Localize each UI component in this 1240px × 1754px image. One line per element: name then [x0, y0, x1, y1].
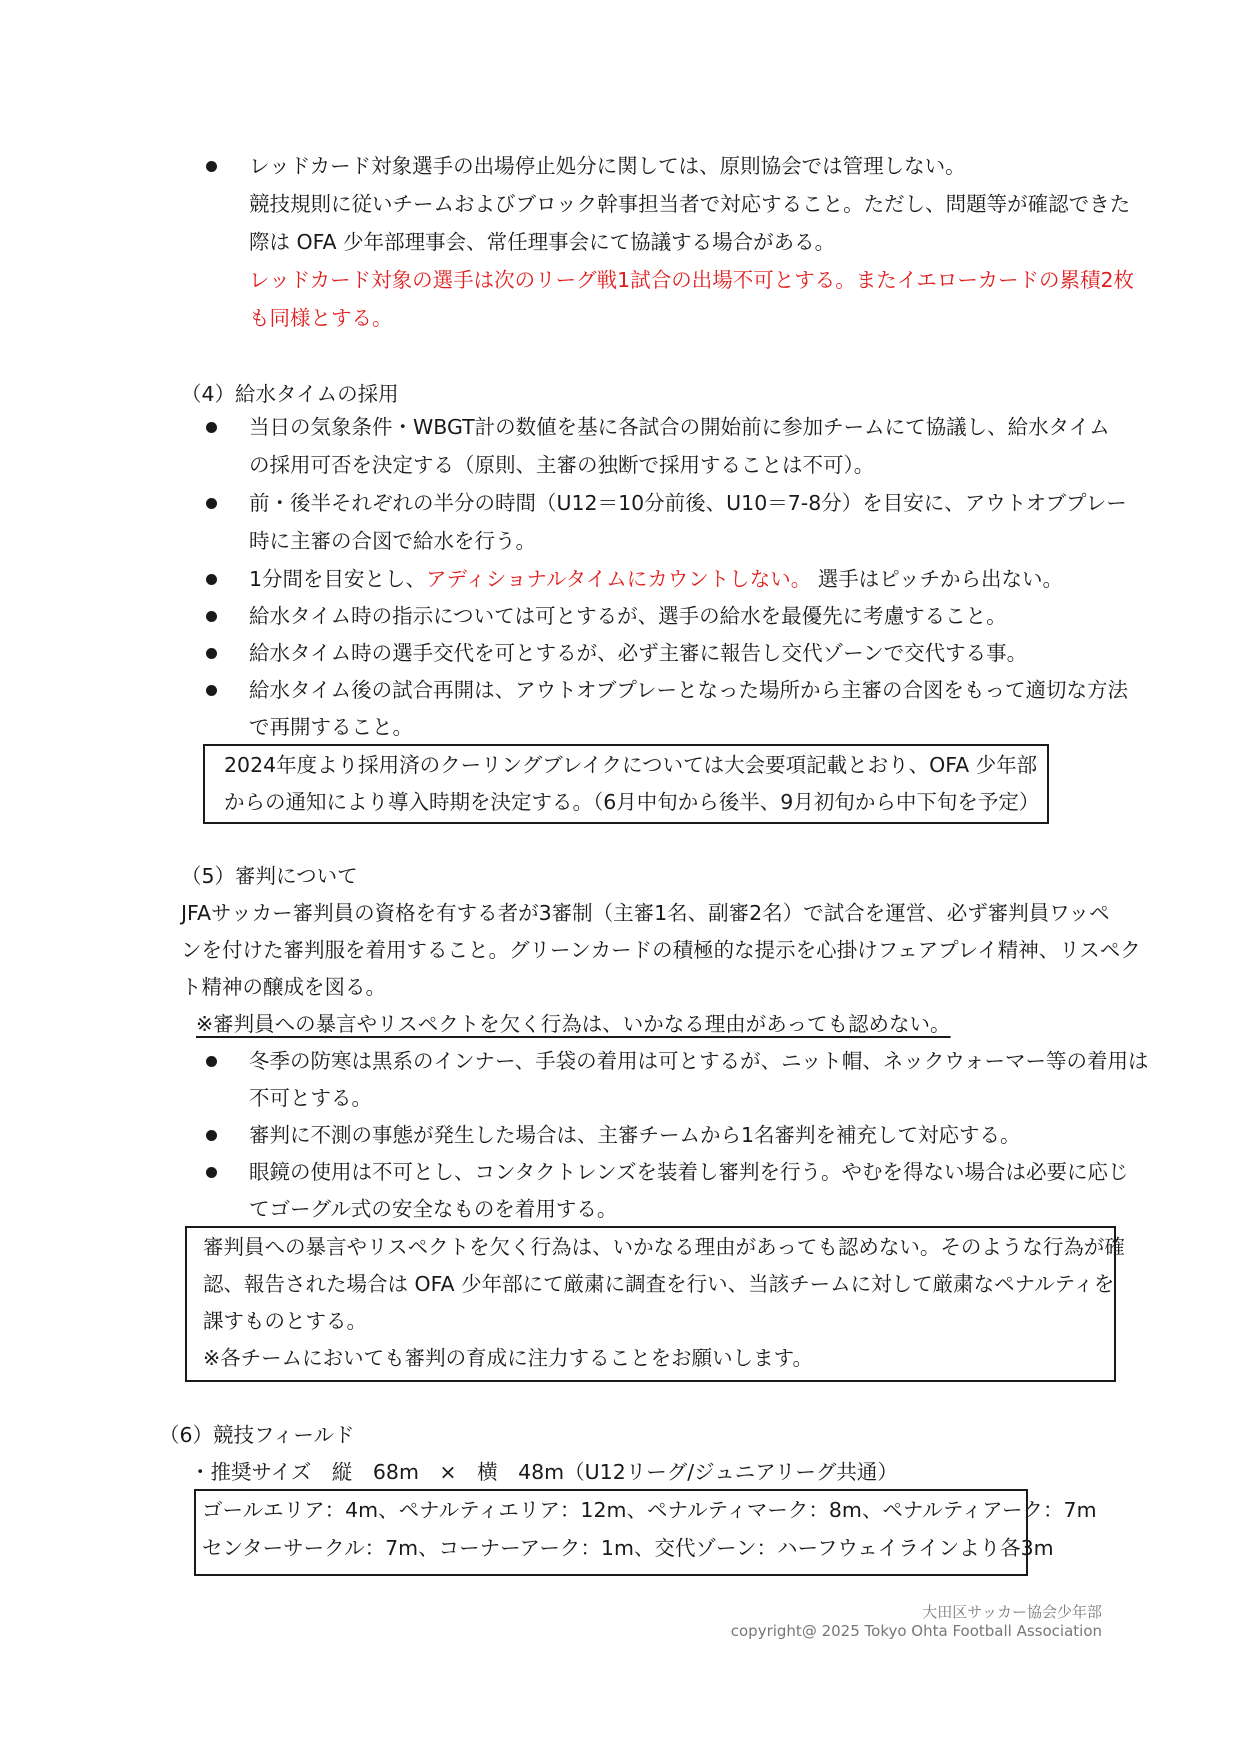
red-card-policy-text: 際は OFA 少年部理事会、常任理事会にて協議する場合がある。: [249, 230, 836, 254]
bullet-dot: [206, 498, 217, 509]
referee-conduct-text: ※各チームにおいても審判の育成に注力することをお願いします。: [203, 1346, 814, 1370]
bullet-dot: [206, 1167, 217, 1178]
water-break-item: 時に主審の合図で給水を行う。: [249, 529, 536, 553]
water-break-text: 選手はピッチから出ない。: [811, 567, 1063, 591]
red-card-rule-text: も同様とする。: [249, 306, 393, 330]
referee-paragraph: ンを付けた審判服を着用すること。グリーンカードの積極的な提示を心掛けフェアプレイ精神、リスペク: [181, 938, 1141, 962]
referee-item: 不可とする。: [249, 1086, 372, 1110]
water-break-item: 当日の気象条件・WBGT計の数値を基に各試合の開始前に参加チームにて協議し、給水タイム: [249, 415, 1110, 439]
referee-conduct-text: 課すものとする。: [203, 1309, 367, 1333]
referee-respect-note: ※審判員への暴言やリスペクトを欠く行為は、いかなる理由があっても認めない。: [196, 1012, 951, 1036]
referee-item: 冬季の防寒は黒系のインナー、手袋の着用は可とするが、ニット帽、ネックウォーマー等の着用は: [249, 1049, 1149, 1073]
water-break-item: 給水タイム時の選手交代を可とするが、必ず主審に報告し交代ゾーンで交代する事。: [249, 641, 1028, 665]
bullet-dot: [206, 161, 217, 172]
bullet-dot: [206, 648, 217, 659]
water-break-text: 1分間を目安とし、: [249, 567, 427, 591]
referee-paragraph: JFAサッカー審判員の資格を有する者が3審制（主審1名、副審2名）で試合を運営、必ず審判員ワッペ: [181, 901, 1110, 925]
bullet-dot: [206, 574, 217, 585]
water-break-item: の採用可否を決定する（原則、主審の独断で採用することは不可）。: [249, 453, 875, 477]
referee-conduct-text: 認、報告された場合は OFA 少年部にて厳粛に調査を行い、当該チームに対して厳粛なペナルティを: [203, 1272, 1115, 1296]
cooling-break-text: 2024年度より採用済のクーリングブレイクについては大会要項記載とおり、OFA 少年部: [224, 753, 1038, 777]
field-dimensions-text: センターサークル：7m、コーナーアーク：1m、交代ゾーン：ハーフウェイラインより各3m: [202, 1536, 1054, 1560]
referee-conduct-text: 審判員への暴言やリスペクトを欠く行為は、いかなる理由があっても認めない。そのような行為が確: [203, 1235, 1125, 1259]
red-card-policy-text: 競技規則に従いチームおよびブロック幹事担当者で対応すること。ただし、問題等が確認できた: [249, 192, 1131, 216]
recommended-size-line: ・推奨サイズ 縦 68m × 横 48m（U12リーグ/ジュニアリーグ共通）: [190, 1460, 898, 1484]
referee-item: 審判に不測の事態が発生した場合は、主審チームから1名審判を補充して対応する。: [249, 1123, 1021, 1147]
bullet-dot: [206, 685, 217, 696]
water-break-item: 給水タイム時の指示については可とするが、選手の給水を最優先に考慮すること。: [249, 604, 1007, 628]
bullet-dot: [206, 1056, 217, 1067]
bullet-dot: [206, 422, 217, 433]
water-break-item: で再開すること。: [249, 715, 413, 739]
section-5-heading: （5）審判について: [181, 864, 358, 888]
referee-paragraph: ト精神の醸成を図る。: [181, 975, 386, 999]
referee-item: 眼鏡の使用は不可とし、コンタクトレンズを装着し審判を行う。やむを得ない場合は必要に応じ: [249, 1160, 1129, 1184]
section-4-heading: （4）給水タイムの採用: [181, 382, 399, 406]
red-card-policy-text: レッドカード対象選手の出場停止処分に関しては、原則協会では管理しない。: [249, 154, 966, 178]
footer-copyright: copyright@ 2025 Tokyo Ohta Football Association: [730, 1622, 1102, 1640]
footer-organization: 大田区サッカー協会少年部: [922, 1603, 1102, 1621]
cooling-break-text: からの通知により導入時期を決定する。（6月中旬から後半、9月初旬から中下旬を予定）: [224, 790, 1040, 814]
section-6-heading: （6）競技フィールド: [159, 1423, 355, 1447]
water-break-item: 前・後半それぞれの半分の時間（U12＝10分前後、U10＝7-8分）を目安に、アウトオブプレー: [249, 491, 1127, 515]
bullet-dot: [206, 611, 217, 622]
field-dimensions-text: ゴールエリア：4m、ペナルティエリア：12m、ペナルティマーク：8m、ペナルティアーク：7m: [202, 1498, 1097, 1522]
referee-item: てゴーグル式の安全なものを着用する。: [249, 1197, 618, 1221]
water-break-item: [249, 565, 1063, 593]
bullet-dot: [206, 1130, 217, 1141]
red-card-rule-text: レッドカード対象の選手は次のリーグ戦1試合の出場不可とする。またイエローカードの累積2枚: [249, 268, 1135, 292]
additional-time-note: アディショナルタイムにカウントしない。: [426, 567, 812, 591]
water-break-item: 給水タイム後の試合再開は、アウトオブプレーとなった場所から主審の合図をもって適切な方法: [249, 678, 1129, 702]
